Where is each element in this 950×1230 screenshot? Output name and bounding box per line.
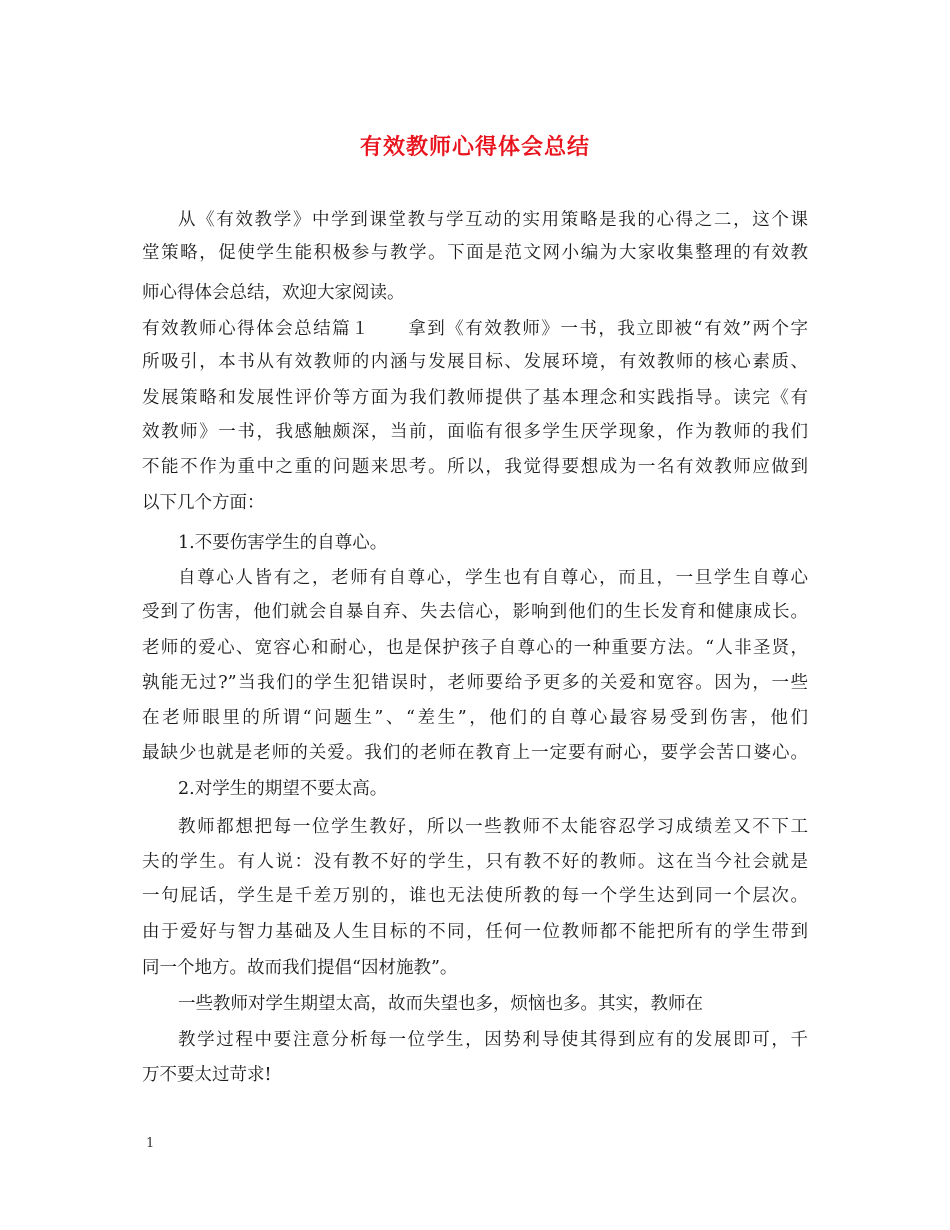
paragraph-line: 孰能无过?”当我们的学生犯错误时，老师要给予更多的关爱和宽容。因为，一些 [142, 673, 808, 693]
paragraph-line: 万不要太过苛求! [142, 1065, 272, 1085]
paragraph-line: 所吸引，本书从有效教师的内涵与发展目标、发展环境，有效教师的核心素质、 [142, 352, 808, 372]
paragraph-line: 自尊心人皆有之，老师有自尊心，学生也有自尊心，而且，一旦学生自尊心 [178, 568, 808, 588]
paragraph-line: 夫的学生。有人说：没有教不好的学生，只有教不好的教师。这在当今社会就是 [142, 852, 808, 872]
paragraph-line: 一些教师对学生期望太高，故而失望也多，烦恼也多。其实，教师在 [178, 994, 703, 1014]
paragraph-line: 同一个地方。故而我们提倡“因材施教”。 [142, 958, 458, 978]
paragraph-line: 不能不作为重中之重的问题来思考。所以，我觉得要想成为一名有效教师应做到 [142, 457, 808, 477]
paragraph-line: 1.不要伤害学生的自尊心。 [178, 533, 388, 553]
paragraph-line: 最缺少也就是老师的关爱。我们的老师在教育上一定要有耐心，要学会苦口婆心。 [142, 743, 808, 763]
paragraph-line: 在老师眼里的所谓“问题生”、“差生”，他们的自尊心最容易受到伤害，他们 [142, 708, 808, 728]
document-title: 有效教师心得体会总结 [359, 134, 590, 160]
paragraph-line: 有效教师心得体会总结篇１ 拿到《有效教师》一书，我立即被“有效”两个字 [142, 319, 808, 339]
page-number: 1 [146, 1136, 155, 1151]
paragraph-line: 教师都想把每一位学生教好，所以一些教师不太能容忍学习成绩差又不下工 [178, 817, 808, 837]
paragraph-line: 2.对学生的期望不要太高。 [178, 779, 388, 799]
paragraph-line: 从《有效教学》中学到课堂教与学互动的实用策略是我的心得之二，这个课 [178, 210, 808, 230]
paragraph-line: 堂策略，促使学生能积极参与教学。下面是范文网小编为大家收集整理的有效教 [142, 243, 808, 263]
paragraph-line: 师心得体会总结，欢迎大家阅读。 [142, 283, 405, 303]
paragraph-line: 由于爱好与智力基础及人生目标的不同，任何一位教师都不能把所有的学生带到 [142, 922, 808, 942]
paragraph-line: 效教师》一书，我感触颇深，当前，面临有很多学生厌学现象，作为教师的我们 [142, 422, 808, 442]
paragraph-line: 老师的爱心、宽容心和耐心，也是保护孩子自尊心的一种重要方法。“人非圣贤， [142, 638, 808, 658]
paragraph-line: 发展策略和发展性评价等方面为我们教师提供了基本理念和实践指导。读完《有 [142, 388, 808, 408]
paragraph-line: 受到了伤害，他们就会自暴自弃、失去信心，影响到他们的生长发育和健康成长。 [142, 602, 808, 622]
paragraph-line: 以下几个方面： [142, 493, 265, 513]
paragraph-line: 一句屁话，学生是千差万别的，谁也无法使所教的每一个学生达到同一个层次。 [142, 886, 808, 906]
paragraph-line: 教学过程中要注意分析每一位学生，因势利导使其得到应有的发展即可，千 [178, 1030, 808, 1050]
